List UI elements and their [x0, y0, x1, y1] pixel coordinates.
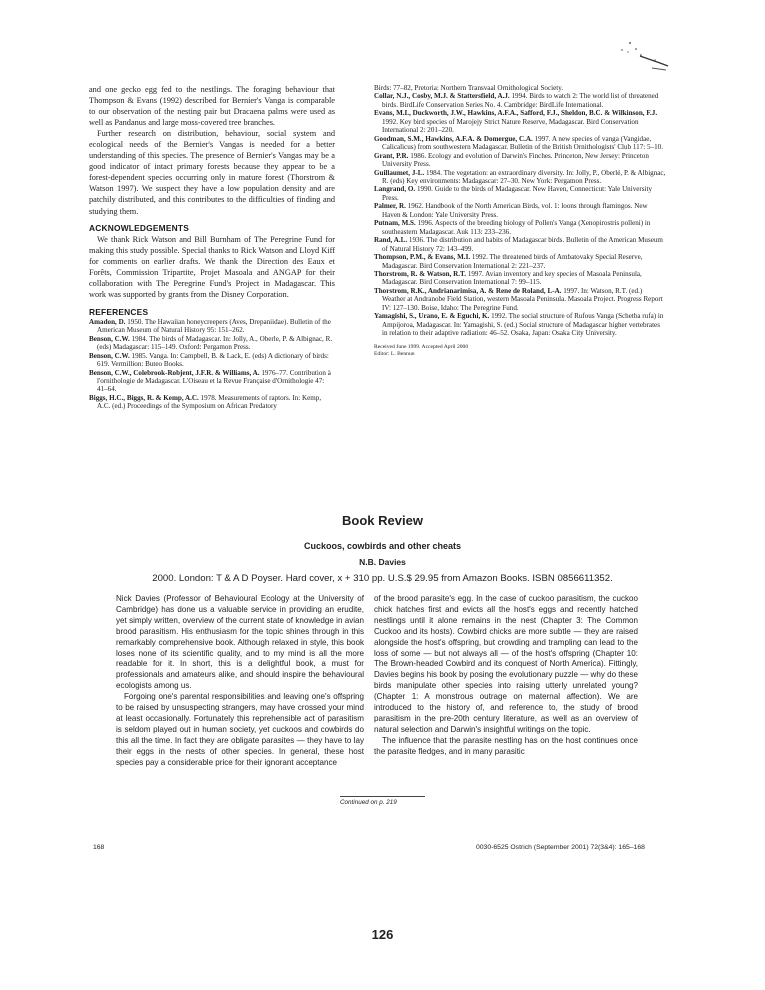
reference-item: Putnam, M.S. 1996. Aspects of the breeding biology of Pollen's Vanga (Xenopirostris polleni) in southeastern Madagascar. Auk 113: 233–236. — [374, 219, 651, 236]
review-paragraph: Nick Davies (Professor of Behavioural Ecology at the University of Cambridge) has done us a valuable service in providing an erudite, yet simply written, overview of the current state of knowledge in avian brood parasitism. His enthusiasm for the topic shines through in this remarkably comprehensive book. Although relaxed in style, this book loses none of its scientific quality, and to my mind is all the more readable for it. In short, this is a delightful book, a must for professionals and amateurs alike, and should inspire the behavioural ecologists among us. — [116, 594, 364, 691]
review-paragraph: The influence that the parasite nestling has on the host continues once the parasite fledges, and in many parasitic — [374, 735, 638, 756]
reference-item: Benson, C.W. 1985. Vanga. In: Campbell, B. & Lack, E. (eds) A dictionary of birds: 619. Vermillion: Buteo Books. — [89, 351, 329, 369]
reference-item: Birds: 77–82, Pretoria: Northern Transvaal Ornithological Society. — [374, 84, 564, 92]
body-paragraph: and one gecko egg fed to the nestlings. The foraging behaviour that Thompson & Evans (1992) described for Bernier's Vanga is comparable to our observation of the nesting pair but Dracaena palms were used as well as Pandanus and large moss-covered tree branches. — [89, 85, 335, 128]
acknowledgements-heading: ACKNOWLEDGEMENTS — [89, 222, 189, 233]
review-book-title: Cuckoos, cowbirds and other cheats — [303, 541, 462, 551]
reference-item: Goodman, S.M., Hawkins, A.F.A. & Domergue, C.A. 1997. A new species of vanga (Vangidae, Calicalicus) from southwestern Madagascar. Bulletin of the British Ornithologists' Club 117: 5–10. — [374, 134, 663, 152]
reference-item: Collar, N.J., Cosby, M.J. & Stattersfield, A.J. 1994. Birds to watch 2: The world list of threatened birds. BirdLife Conservation Series No. 4. Cambridge: BirdLife International. — [374, 92, 659, 109]
body-paragraph: Further research on distribution, behaviour, social system and ecological needs of the Bernier's Vangas is needed for a better understanding of this species. The presence of Bernier's Vangas may be a good indicator of intact primary forests because they appear to be a forest-dependent species occurring only in mature forest (Thorstrom & Watson 1997). We suspect they have a low population density and are patchily distributed, and this contributes to the difficulties of finding and studying them. — [89, 129, 335, 216]
continued-note: Continued on p. 219 — [340, 799, 397, 806]
reference-item: Palmer, R. 1962. Handbook of the North American Birds, vol. 1: loons through flamingos. New Haven & London: Yale University Press. — [374, 202, 648, 219]
review-paragraph: Forgoing one's parental responsibilities and leaving one's offspring to be raised by unsuspecting strangers, may have crossed your mind at least occasionally. Fortunately this reprehensible act of parasitism is seldom played out in human society, yet cuckoos and cowbirds do this all the time. In fact they are obligate parasites — they have to lay their eggs in the nests of other species. In general, these host species pay a considerable price for their ignorant acceptance — [116, 692, 364, 767]
review-publication-details: 2000. London: T & A D Poyser. Hard cover, x + 310 pp. U.S.$ 29.95 from Amazon Books. ISBN 0856611352. — [152, 573, 613, 584]
reference-item: Guillaumet, J-L. 1984. The vegetation: an extraordinary diversity. In: Jolly, P., Oberlé, P. & Albignac, R. (eds) Key environments: Madagascar: 27–30. New York: Pergamon Press. — [374, 168, 666, 185]
reference-item: Grant, P.R. 1986. Ecology and evolution of Darwin's Finches. Princeton, New Jersey: Princeton University Press. — [374, 151, 649, 169]
reference-list — [89, 318, 335, 411]
reference-item: Thompson, P.M., & Evans, M.I. 1992. The threatened birds of Ambatovaky Special Reserve, Madagascar. Bird Conservation International 2: 221–237. — [374, 253, 643, 270]
reference-item: Benson, C.W., Colebrook-Robjent, J.F.R. & Williams, A. 1976–77. Contribution à l'ornithologie de Madagascar. L'Oiseau et la Revue Française d'Ornithologie 47: 41–64. — [89, 368, 331, 394]
reference-item: Rand, A.L. 1936. The distribution and habits of Madagascar birds. Bulletin of the American Museum of Natural History 72: 143–499. — [374, 236, 663, 253]
editor-note: Editor: L. Bennun — [374, 350, 415, 357]
continued-rule — [340, 796, 425, 797]
reference-item: Biggs, H.C., Biggs, R. & Kemp, A.C. 1978. Measurements of raptors. In: Kemp, A.C. (ed.) Proceedings of the Symposium on African Predatory — [89, 393, 322, 411]
reference-item: Benson, C.W. 1984. The birds of Madagascar. In: Jolly, A., Oberle, P. & Albignac, R. (eds) Madagascar: 115–149. Oxford: Pergamon Press. — [89, 334, 333, 352]
reference-item: Yamagishi, S., Urano, E. & Eguchi, K. 1992. The social structure of Rufous Vanga (Schetba rufa) in Ampijoroa, Madagascar. In: Yamagishi, S. (ed.) Social structure of Madagascar higher vertebrates in relation to their adaptive radiation: 46–52. Osaka, Japan: Osaka City University. — [374, 312, 664, 338]
acknowledgements-text: We thank Rick Watson and Bill Burnham of The Peregrine Fund for making this study possible. Special thanks to Rick Watson and Lloyd Kiff for comments on earlier drafts. We thank the Direction des Eaux et Forêts, Commission Tripartite, Projet Masoala and ANGAP for their collaboration with The Peregrine Fund's Project in Madagascar. This work was supported by grants from the Disney Corporation. — [89, 234, 335, 299]
reference-item: Amadon, D. 1950. The Hawaiian honeycreepers (Aves, Drepaniidae). Bulletin of the American Museum of Natural History 95: 151–262. — [89, 317, 331, 335]
review-book-author: N.B. Davies — [359, 557, 406, 567]
review-paragraph: of the brood parasite's egg. In the case of cuckoo parasitism, the cuckoo chick hatches first and evicts all the host's eggs and recently hatched nestlings until it alone remains in the nest (Chapter 3: The Common Cuckoo and its hosts). Cowbird chicks are more subtle — they are raised alongside the host's offspring, but crowding and trampling can lead to the loss of some — but not always all — of the host's offspring (Chapter 10: The Brown-headed Cowbird and its conquest of North America). Fittingly, Davies begins his book by posing the evolutionary puzzle — why do these birds manipulate other species into raising utterly unrelated young? (Chapter 1: A monstrous outrage on maternal affection). We are introduced to the history of, and reference to, the study of brood parasitism in the pre-20th century literature, as well as an overview of natural selection and Darwin's insightful writings on the topic. — [374, 594, 638, 734]
references-heading: REFERENCES — [89, 306, 149, 317]
reference-item: Thorstrom, R.K., Andrianarimisa, A. & Rene de Roland, L-A. 1997. In: Watson, R.T. (ed.) Weather at Andranobe Field Station, western Masoala Peninsula. Masoala Project. Progress Report IV: 127–130. Boise, Idaho: The Peregrine Fund. — [374, 286, 663, 312]
reference-item: Evans, M.I., Duckworth, J.W., Hawkins, A.F.A., Safford, F.J., Sheldon, B.C. & Wilkinson, F.J. 1992. Key bird species of Marojejy Strict Nature Reserve, Madagascar. Bird Conservation International 2: 201–220. — [374, 109, 658, 135]
page-number-left: 168 — [93, 844, 105, 851]
left-column — [89, 84, 335, 411]
reference-item: Thorstrom, R. & Watson, R.T. 1997. Avian inventory and key species of Masoala Peninsula, Madagascar. Bird Conservation International 7: 99–115. — [374, 269, 642, 287]
journal-citation: 0030-6525 Ostrich (September 2001) 72(3&4): 165–168 — [476, 844, 645, 851]
received-note: Received June 1999. Accepted April 2000 — [374, 343, 469, 350]
review-left-column — [116, 594, 364, 769]
archive-page-number: 126 — [371, 927, 394, 942]
right-column — [374, 84, 666, 358]
review-title: Book Review — [342, 513, 423, 528]
reference-item: Langrand, O. 1990. Guide to the birds of Madagascar. New Haven, Connecticut: Yale University Press. — [374, 185, 653, 202]
review-right-column — [374, 594, 638, 758]
